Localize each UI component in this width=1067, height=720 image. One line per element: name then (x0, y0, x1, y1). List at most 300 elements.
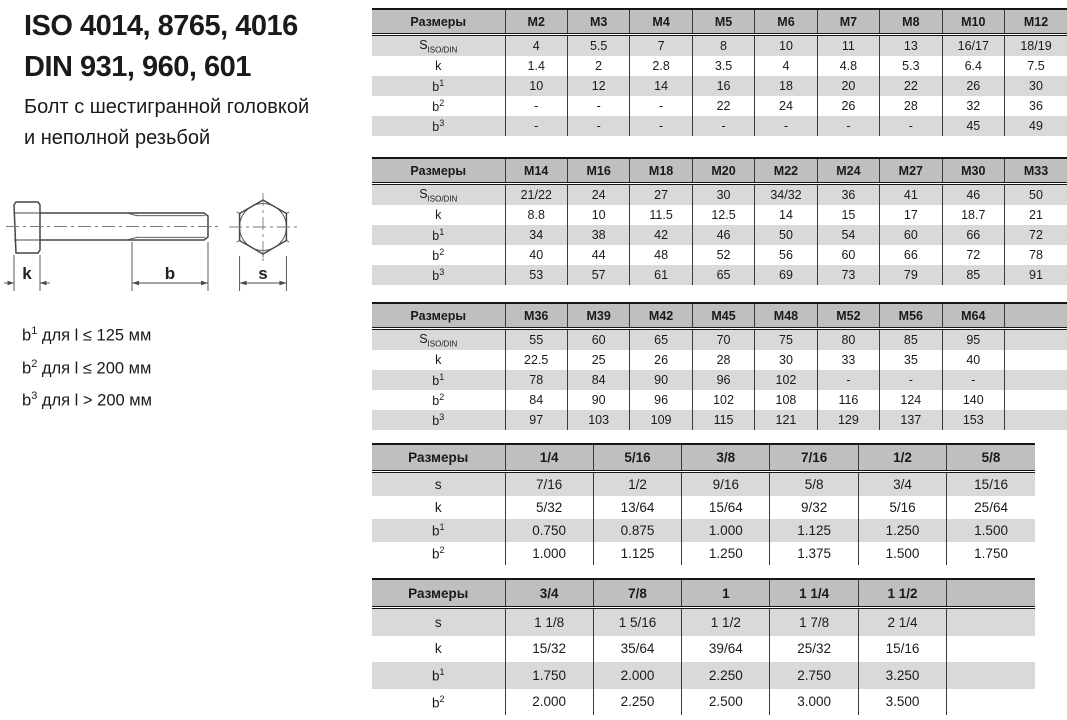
value-cell: 116 (817, 390, 879, 410)
value-cell: 153 (942, 410, 1004, 430)
value-cell: 1.750 (947, 542, 1035, 565)
value-cell: 72 (1005, 225, 1067, 245)
value-cell: 52 (692, 245, 754, 265)
value-cell: 27 (630, 184, 692, 206)
size-header-cell: M6 (755, 9, 817, 35)
value-cell: 34 (505, 225, 567, 245)
value-cell: 90 (630, 370, 692, 390)
table-row (372, 410, 1067, 430)
table-imperial-large (372, 578, 1035, 715)
size-header-cell: M24 (817, 158, 879, 184)
sizes-column-header: Размеры (372, 444, 505, 472)
sizes-column-header: Размеры (372, 303, 505, 329)
size-header-cell: M42 (630, 303, 692, 329)
bolt-side-view (6, 202, 222, 253)
value-cell: - (755, 116, 817, 136)
value-cell: 7.5 (1005, 56, 1067, 76)
bolt-head-side (14, 202, 40, 253)
value-cell: 1 1/8 (505, 608, 593, 636)
value-cell: 91 (1005, 265, 1067, 285)
subtitle-line-2: и неполной резьбой (24, 127, 211, 149)
value-cell: 85 (942, 265, 1004, 285)
value-cell: 8 (692, 35, 754, 57)
value-cell: 1.000 (682, 519, 770, 542)
table-row (372, 636, 1035, 663)
value-cell: 10 (755, 35, 817, 57)
value-cell: 2.500 (682, 689, 770, 716)
table-row (372, 265, 1067, 285)
size-header-cell: M48 (755, 303, 817, 329)
value-cell: 9/32 (770, 496, 858, 519)
size-header-cell: M64 (942, 303, 1004, 329)
value-cell: 12.5 (692, 205, 754, 225)
value-cell: 60 (817, 245, 879, 265)
value-cell (1005, 370, 1067, 390)
value-cell: 18/19 (1005, 35, 1067, 57)
value-cell: 5.5 (567, 35, 629, 57)
size-header-cell: M39 (567, 303, 629, 329)
row-label: s (434, 614, 442, 630)
size-header-cell: M45 (692, 303, 754, 329)
value-cell: 2.250 (593, 689, 681, 716)
value-cell: 2.000 (593, 662, 681, 689)
value-cell: 10 (567, 205, 629, 225)
value-cell: 97 (505, 410, 567, 430)
value-cell: 24 (567, 184, 629, 206)
table-row (372, 116, 1067, 136)
value-cell: 1/2 (593, 472, 681, 497)
size-header-cell: 5/8 (947, 444, 1035, 472)
value-cell (947, 636, 1035, 663)
value-cell: 13 (880, 35, 942, 57)
header-row (372, 9, 1067, 35)
size-header-cell: M7 (817, 9, 879, 35)
value-cell: 26 (942, 76, 1004, 96)
subtitle-line-1: Болт с шестигранной головкой (24, 96, 310, 118)
value-cell: 25 (567, 350, 629, 370)
dimension-s (240, 256, 287, 291)
size-header-cell: 1 1/2 (858, 579, 946, 608)
value-cell: 5/32 (505, 496, 593, 519)
value-cell: - (567, 96, 629, 116)
value-cell: 24 (755, 96, 817, 116)
size-header-cell: M14 (505, 158, 567, 184)
value-cell: 90 (567, 390, 629, 410)
value-cell: 72 (942, 245, 1004, 265)
value-cell: 30 (1005, 76, 1067, 96)
value-cell: 4 (505, 35, 567, 57)
value-cell: 61 (630, 265, 692, 285)
table-row (372, 329, 1067, 351)
size-header-cell: M36 (505, 303, 567, 329)
value-cell: 79 (880, 265, 942, 285)
header-row (372, 303, 1067, 329)
table-row (372, 56, 1067, 76)
size-header-cell: M56 (880, 303, 942, 329)
value-cell: 60 (567, 329, 629, 351)
value-cell: 1.000 (505, 542, 593, 565)
row-label: k (435, 208, 442, 222)
value-cell: 1.750 (505, 662, 593, 689)
title-iso: ISO 4014, 8765, 4016 (24, 10, 298, 42)
size-header-cell: M52 (817, 303, 879, 329)
size-header-cell: M2 (505, 9, 567, 35)
value-cell: 80 (817, 329, 879, 351)
table-row (372, 662, 1035, 689)
value-cell: 124 (880, 390, 942, 410)
value-cell: 7/16 (505, 472, 593, 497)
value-cell (947, 608, 1035, 636)
size-header-cell: 1 (682, 579, 770, 608)
size-header-cell: M8 (880, 9, 942, 35)
size-header-cell: M4 (630, 9, 692, 35)
value-cell: 78 (505, 370, 567, 390)
value-cell: 50 (1005, 184, 1067, 206)
value-cell: 17 (880, 205, 942, 225)
value-cell: 65 (630, 329, 692, 351)
table-metric-m14-m33 (372, 157, 1067, 285)
table-row (372, 35, 1067, 57)
value-cell: 55 (505, 329, 567, 351)
value-cell: 15/16 (858, 636, 946, 663)
value-cell: 25/32 (770, 636, 858, 663)
size-header-cell: M27 (880, 158, 942, 184)
value-cell: 53 (505, 265, 567, 285)
value-cell: 137 (880, 410, 942, 430)
value-cell: 25/64 (947, 496, 1035, 519)
row-label: $b^2$ (431, 693, 445, 710)
value-cell: 70 (692, 329, 754, 351)
value-cell: 1.500 (858, 542, 946, 565)
value-cell: 16/17 (942, 35, 1004, 57)
value-cell: 46 (942, 184, 1004, 206)
value-cell: 15/16 (947, 472, 1035, 497)
value-cell: 57 (567, 265, 629, 285)
sizes-column-header: Размеры (372, 579, 505, 608)
page-subtitle (24, 92, 309, 154)
footnote-b2: $b^2$ для l ≤ 200 мм (22, 357, 152, 377)
value-cell: 84 (505, 390, 567, 410)
value-cell: 4 (755, 56, 817, 76)
footnotes (22, 317, 152, 415)
value-cell: - (692, 116, 754, 136)
value-cell: - (630, 96, 692, 116)
row-label: k (434, 500, 442, 515)
value-cell: 40 (505, 245, 567, 265)
value-cell: 60 (880, 225, 942, 245)
size-header-cell: 1/4 (505, 444, 593, 472)
table-row (372, 225, 1067, 245)
row-label: $b^1$ (432, 371, 445, 389)
size-header-cell: 3/8 (682, 444, 770, 472)
value-cell: - (567, 116, 629, 136)
value-cell: 108 (755, 390, 817, 410)
value-cell: 32 (942, 96, 1004, 116)
value-cell: 26 (817, 96, 879, 116)
sizes-column-header: Размеры (372, 158, 505, 184)
value-cell: 2.8 (630, 56, 692, 76)
value-cell: 15 (817, 205, 879, 225)
value-cell: 96 (630, 390, 692, 410)
value-cell: 85 (880, 329, 942, 351)
value-cell: 102 (755, 370, 817, 390)
value-cell: 3.500 (858, 689, 946, 716)
value-cell: 26 (630, 350, 692, 370)
value-cell (947, 662, 1035, 689)
value-cell: 11 (817, 35, 879, 57)
table-row (372, 608, 1035, 636)
row-label: $b^2$ (432, 97, 445, 115)
size-header-cell: M20 (692, 158, 754, 184)
value-cell: 8.8 (505, 205, 567, 225)
row-label: $b^2$ (431, 545, 445, 562)
value-cell: 38 (567, 225, 629, 245)
title-din: DIN 931, 960, 601 (24, 51, 251, 83)
table-row (372, 76, 1067, 96)
row-label: s (434, 477, 442, 492)
value-cell: - (817, 116, 879, 136)
size-header-cell: M18 (630, 158, 692, 184)
value-cell: 20 (817, 76, 879, 96)
value-cell: 6.4 (942, 56, 1004, 76)
value-cell: 78 (1005, 245, 1067, 265)
row-label: $b^2$ (432, 246, 445, 264)
value-cell: 73 (817, 265, 879, 285)
value-cell: 10 (505, 76, 567, 96)
table-imperial-small (372, 443, 1035, 565)
value-cell: 2.250 (682, 662, 770, 689)
size-header-cell: M33 (1005, 158, 1067, 184)
table-row (372, 96, 1067, 116)
value-cell: 3.250 (858, 662, 946, 689)
value-cell: 95 (942, 329, 1004, 351)
row-label: $b^3$ (432, 266, 445, 284)
value-cell: 18.7 (942, 205, 1004, 225)
value-cell: 109 (630, 410, 692, 430)
value-cell: 49 (1005, 116, 1067, 136)
hex-end-view (229, 193, 297, 261)
value-cell: 2.000 (505, 689, 593, 716)
value-cell: 44 (567, 245, 629, 265)
value-cell: 5/8 (770, 472, 858, 497)
size-header-cell: 3/4 (505, 579, 593, 608)
value-cell: - (630, 116, 692, 136)
value-cell: 30 (692, 184, 754, 206)
value-cell: 21 (1005, 205, 1067, 225)
row-label: $b^1$ (432, 226, 445, 244)
value-cell: 42 (630, 225, 692, 245)
value-cell: - (505, 116, 567, 136)
value-cell: 56 (755, 245, 817, 265)
value-cell: 1.4 (505, 56, 567, 76)
value-cell: 2 1/4 (858, 608, 946, 636)
footnote-b1: $b^1$ для l ≤ 125 мм (22, 325, 152, 345)
size-header-cell: 7/8 (593, 579, 681, 608)
size-header-cell: M16 (567, 158, 629, 184)
value-cell: 1.500 (947, 519, 1035, 542)
dimension-b (132, 242, 208, 291)
dim-label-k: k (22, 264, 32, 283)
table-row (372, 350, 1067, 370)
dim-label-s: s (258, 264, 268, 283)
value-cell: 66 (880, 245, 942, 265)
table-row (372, 472, 1035, 497)
value-cell: 84 (567, 370, 629, 390)
value-cell: 1 5/16 (593, 608, 681, 636)
value-cell: 5/16 (858, 496, 946, 519)
size-header-cell: 5/16 (593, 444, 681, 472)
value-cell: - (942, 370, 1004, 390)
table-row (372, 205, 1067, 225)
value-cell: 22.5 (505, 350, 567, 370)
value-cell: 30 (755, 350, 817, 370)
value-cell: 14 (630, 76, 692, 96)
value-cell (1005, 329, 1067, 351)
value-cell: 115 (692, 410, 754, 430)
bolt-technical-drawing (0, 185, 320, 307)
table-row (372, 370, 1067, 390)
row-label: $b^1$ (432, 77, 445, 95)
value-cell: 11.5 (630, 205, 692, 225)
value-cell: 3.000 (770, 689, 858, 716)
value-cell: 9/16 (682, 472, 770, 497)
table-row (372, 689, 1035, 716)
size-header-cell: 1/2 (858, 444, 946, 472)
table-row (372, 542, 1035, 565)
value-cell: - (880, 116, 942, 136)
value-cell: - (817, 370, 879, 390)
value-cell: 1.375 (770, 542, 858, 565)
size-header-cell: 7/16 (770, 444, 858, 472)
value-cell: - (880, 370, 942, 390)
header-row (372, 444, 1035, 472)
value-cell: 16 (692, 76, 754, 96)
size-header-cell: M10 (942, 9, 1004, 35)
row-label: $b^1$ (431, 522, 445, 539)
page-title (24, 6, 298, 88)
value-cell: 75 (755, 329, 817, 351)
row-label: $b^3$ (432, 117, 445, 135)
size-header-cell: M12 (1005, 9, 1067, 35)
table-row (372, 496, 1035, 519)
size-header-cell: 1 1/4 (770, 579, 858, 608)
value-cell: 14 (755, 205, 817, 225)
size-header-cell (947, 579, 1035, 608)
row-label: $b^2$ (432, 391, 445, 409)
row-label: k (434, 641, 442, 657)
value-cell: 121 (755, 410, 817, 430)
value-cell: 39/64 (682, 636, 770, 663)
size-header-cell: M3 (567, 9, 629, 35)
value-cell: 28 (692, 350, 754, 370)
value-cell: 102 (692, 390, 754, 410)
value-cell: 0.750 (505, 519, 593, 542)
row-label: $S_{ISO/DIN}$ (419, 37, 458, 55)
value-cell: 1.125 (593, 542, 681, 565)
value-cell: 33 (817, 350, 879, 370)
value-cell: 103 (567, 410, 629, 430)
row-label: $b^3$ (432, 411, 445, 429)
size-header-cell: M5 (692, 9, 754, 35)
dimension-k (4, 255, 50, 291)
size-header-cell (1005, 303, 1067, 329)
row-label: k (435, 59, 442, 73)
value-cell: 18 (755, 76, 817, 96)
value-cell: 41 (880, 184, 942, 206)
row-label: k (435, 353, 442, 367)
table-row (372, 519, 1035, 542)
dim-label-b: b (164, 264, 176, 283)
value-cell (1005, 410, 1067, 430)
table-metric-m2-m12 (372, 8, 1067, 136)
value-cell: 140 (942, 390, 1004, 410)
header-row (372, 579, 1035, 608)
value-cell: 54 (817, 225, 879, 245)
value-cell: 35/64 (593, 636, 681, 663)
value-cell: 3/4 (858, 472, 946, 497)
value-cell: 5.3 (880, 56, 942, 76)
value-cell: 36 (817, 184, 879, 206)
value-cell: 2 (567, 56, 629, 76)
value-cell: 1 1/2 (682, 608, 770, 636)
sizes-column-header: Размеры (372, 9, 505, 35)
value-cell: 1 7/8 (770, 608, 858, 636)
size-header-cell: M30 (942, 158, 1004, 184)
value-cell: 96 (692, 370, 754, 390)
table-row (372, 245, 1067, 265)
value-cell (1005, 350, 1067, 370)
value-cell: 1.250 (858, 519, 946, 542)
value-cell: 1.250 (682, 542, 770, 565)
value-cell: 15/32 (505, 636, 593, 663)
footnote-b3: $b^3$ для l > 200 мм (22, 390, 152, 410)
value-cell: - (505, 96, 567, 116)
value-cell: 21/22 (505, 184, 567, 206)
value-cell: 22 (880, 76, 942, 96)
value-cell: 4.8 (817, 56, 879, 76)
value-cell: 34/32 (755, 184, 817, 206)
value-cell: 40 (942, 350, 1004, 370)
value-cell (1005, 390, 1067, 410)
value-cell (947, 689, 1035, 716)
value-cell: 13/64 (593, 496, 681, 519)
value-cell: 66 (942, 225, 1004, 245)
value-cell: 45 (942, 116, 1004, 136)
value-cell: 65 (692, 265, 754, 285)
value-cell: 2.750 (770, 662, 858, 689)
size-header-cell: M22 (755, 158, 817, 184)
row-label: $S_{ISO/DIN}$ (419, 331, 458, 349)
header-row (372, 158, 1067, 184)
value-cell: 1.125 (770, 519, 858, 542)
table-row (372, 390, 1067, 410)
value-cell: 35 (880, 350, 942, 370)
value-cell: 15/64 (682, 496, 770, 519)
value-cell: 69 (755, 265, 817, 285)
value-cell: 50 (755, 225, 817, 245)
row-label: $b^1$ (431, 667, 445, 684)
value-cell: 22 (692, 96, 754, 116)
value-cell: 12 (567, 76, 629, 96)
value-cell: 28 (880, 96, 942, 116)
value-cell: 3.5 (692, 56, 754, 76)
table-metric-m36-m64 (372, 302, 1067, 430)
value-cell: 36 (1005, 96, 1067, 116)
row-label: $S_{ISO/DIN}$ (419, 186, 458, 204)
value-cell: 48 (630, 245, 692, 265)
value-cell: 0.875 (593, 519, 681, 542)
table-row (372, 184, 1067, 206)
